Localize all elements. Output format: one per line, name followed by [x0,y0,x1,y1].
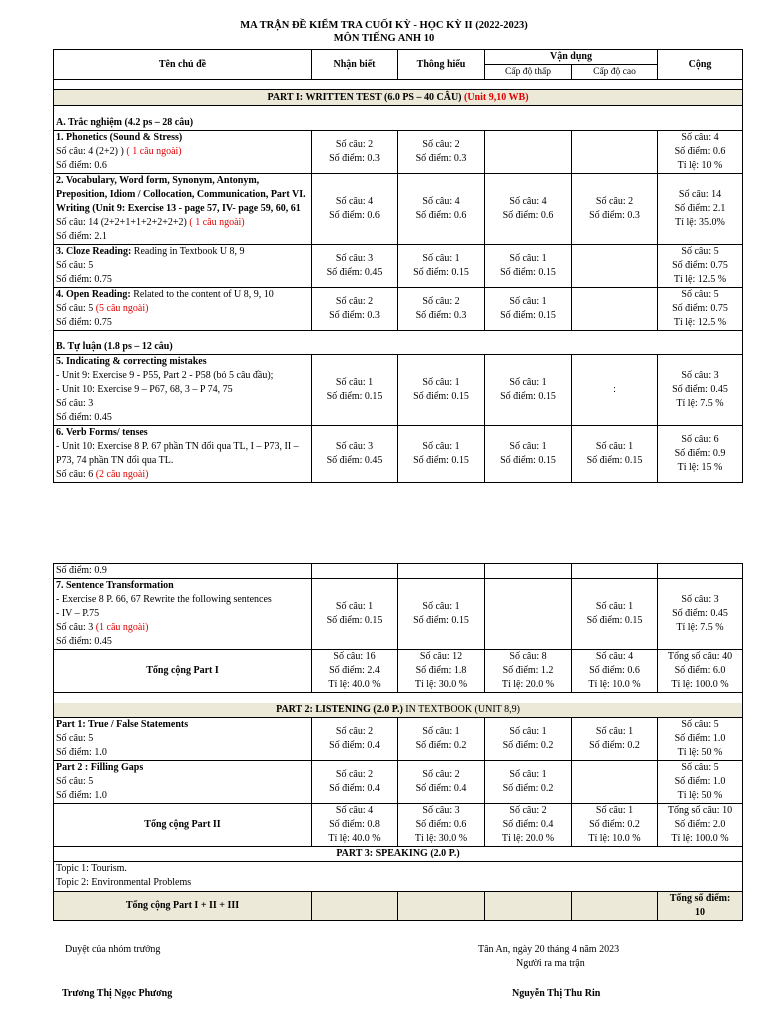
cell-value: Tỉ lệ: 20.0 % [501,679,555,690]
cell-value: Số điểm: 0.6 [502,209,554,221]
topic-line-text: Số câu: 4 (2+2) ) [56,145,127,157]
topic-2: Topic 2: Environmental Problems [54,876,743,891]
matrix-table-part1 [53,49,743,483]
topic-line [56,468,309,482]
cell-value: Số câu: 8 [509,651,547,662]
cell-value: Số câu: 16 [333,651,376,662]
cell-value: Số câu: 5 [681,245,719,257]
cell-value: Số câu: 3 [422,804,460,816]
cell-value: Số câu: 1 [509,295,547,307]
topic-1: Topic 1: Tourism. [54,861,743,876]
cell-value: Tỉ lệ: 10.0 % [588,679,641,690]
cell-value: Số câu: 1 [422,252,460,264]
cell-value: Tỉ lệ: 40.0 % [328,832,381,844]
cell-value: Số điểm: 0.6 [415,818,467,830]
topic-line [56,593,309,607]
approver-name: Trương Thị Ngọc Phương [62,988,173,999]
cell-value: Tỉ lệ: 7.5 % [676,622,724,633]
cell-value: Số điểm: 0.75 [672,302,728,314]
cell-value: Số câu: 4 [595,651,634,662]
topic-line: Số điểm: 1.0 [56,789,107,801]
topic-line [56,302,309,316]
cell-value: Tỉ lệ: 30.0 % [414,679,468,690]
topic-cell [54,579,312,650]
cell-value: Số câu: 2 [335,768,374,780]
topic-line [56,383,309,397]
cell-value: Tổng số câu: 40 [667,651,733,662]
cell-value: Số câu: 3 [681,594,719,605]
author-name: Nguyễn Thị Thu Rin [512,988,601,999]
cell-value: Số điểm: 0.15 [500,455,556,466]
table-row [54,426,743,483]
section-b-heading: B. Tự luận (1.8 ps – 12 câu) [54,340,743,355]
cell-value: Số điểm: 2.4 [329,665,380,676]
section-a-heading: A. Trắc nghiệm (4.2 ps – 28 câu) [54,116,743,131]
cell-value: Số điểm: 0.6 [415,209,467,221]
total-part2-row [54,803,743,846]
cell-value: Số điểm: 0.4 [415,782,467,794]
topic-line [56,369,309,383]
topic-desc: Reading in Textbook U 8, 9 [131,245,245,257]
cell-value: : [613,384,616,395]
cell-value: Số điểm: 0.15 [413,391,469,402]
topic-line-text: Số điểm: 0.45 [56,412,112,423]
row-7 [54,579,743,650]
topic-line-text: - Exercise 8 P. 66, 67 Rewrite the following sentences [56,594,272,605]
table-row [54,173,743,244]
topic-line-text: Số câu: 5 [56,302,96,314]
cell-value: Tỉ lệ: 10.0 % [588,832,641,844]
topic-line [56,621,309,635]
cell-value: Số điểm: 0.15 [586,455,643,466]
cell-value: Số câu: 1 [422,441,460,452]
cell-value: Số câu: 2 [422,295,460,307]
approver-role: Duyệt của nhóm trưởng [65,944,161,955]
topic-line [56,316,309,330]
topic-title: Part 1: True / False Statements [56,718,189,730]
cell-value: Số điểm: 0.2 [502,739,554,751]
table-row [54,760,743,803]
cell-value: Số điểm: 0.15 [586,615,643,626]
cell-value: Số điểm: 0.45 [326,266,383,278]
topic-cell [54,426,312,483]
cell-value: Số điểm: 0.45 [672,384,728,395]
table-row [54,287,743,330]
cell-value: Số câu: 1 [595,804,634,816]
cell-value: Số câu: 12 [419,651,463,662]
topic-line [56,216,309,230]
cell-value: Số câu: 4 [335,195,374,207]
cell-value: Số điểm: 0.8 [329,818,380,830]
topic-title: 5. Indicating & correcting mistakes [56,356,207,367]
cell-value: Số điểm: 0.3 [329,309,380,321]
topic-line [56,145,309,159]
cell-value: Tỉ lệ: 50 % [677,789,723,801]
col-application-header: Vận dụng [485,50,658,65]
cell-value: Tỉ lệ: 30.0 % [414,832,468,844]
cell-value: Số điểm: 1.0 [674,732,726,744]
cell-value: Tỉ lệ: 40.0 % [328,679,381,690]
topic-line-note: ( 1 câu ngoài) [126,145,182,157]
cell-value: Tỉ lệ: 50 % [677,746,723,758]
col-comprehension-header: Thông hiểu [398,50,485,80]
col-total-header: Cộng [658,50,743,80]
part3-heading: PART 3: SPEAKING (2.0 P.) [54,846,743,861]
cell-value: Số câu: 2 [422,768,460,780]
topic-line-text: - Unit 10: Exercise 9 – P67, 68, 3 – P 74, 75 [56,384,233,395]
sign-date: Tân An, ngày 20 tháng 4 năm 2023 [478,944,620,955]
topic-line [56,411,309,425]
cell-value: Số câu: 1 [595,441,634,452]
cell-value: Tổng số câu: 10 [667,804,733,816]
topic-line-note: (5 câu ngoài) [95,302,149,314]
total-row [54,650,743,693]
cell-value: Số điểm: 0.3 [589,209,640,221]
cell-value: Số điểm: 0.45 [672,608,728,619]
cell-value: Số câu: 3 [335,252,374,264]
cell-value: Số câu: 2 [335,138,374,150]
part2-heading-sub: IN TEXTBOOK (UNIT 8,9) [402,703,520,715]
grand-total-value: 10 [695,906,705,918]
topic-line-text: - Unit 9: Exercise 9 - P55, Part 2 - P58 (bỏ 5 câu đầu); [56,370,274,381]
topic-title: 7. Sentence Transformation [56,580,174,591]
grand-total-label: Tổng cộng Part I + II + III [54,891,312,920]
col-low-header: Cấp độ thấp [485,65,572,80]
cell-value: Số câu: 3 [335,441,374,452]
cell-value: Số câu: 14 [678,188,722,200]
topic-line-text: Số câu: 6 [56,469,96,480]
cell-value: Số câu: 3 [681,370,719,381]
cell-value: Số điểm: 0.2 [589,818,640,830]
cell-value: Số điểm: 2.0 [674,818,726,830]
topic-line [56,607,309,621]
cell-value: Số câu: 2 [422,138,460,150]
topic-line [56,440,309,468]
topic-line-text: Số câu: 3 [56,622,96,633]
total-row [54,803,743,846]
cell-value: Tỉ lệ: 35.0% [675,216,725,228]
part1-heading-text: PART I: WRITTEN TEST (6.0 PS – 40 CÂU) [267,91,464,103]
cell-value: Số câu: 1 [335,601,374,612]
author-role: Người ra ma trận [516,958,585,969]
cell-value: Số câu: 2 [595,195,634,207]
title-line-1: MA TRẬN ĐỀ KIỂM TRA CUỐI KỲ - HỌC KỲ II (2022-2023) [240,20,528,31]
cell-value: Số điểm: 0.4 [502,818,554,830]
cell-value: Số điểm: 6.0 [674,665,726,676]
cell-value: Số điểm: 0.15 [326,391,383,402]
cell-value: Số câu: 1 [509,441,547,452]
topic-line-text: Số câu: 3 [56,398,94,409]
cell-value: Số điểm: 0.15 [326,615,383,626]
cell-value: Số điểm: 0.3 [415,152,467,164]
cell-value: Số câu: 5 [681,761,719,773]
col-topic-header: Tên chủ đề [54,50,312,80]
topic-desc: Related to the content of U 8, 9, 10 [130,288,274,300]
cell-value: Số điểm: 0.2 [415,739,467,751]
topic-cell [54,173,312,244]
cell-value: Số câu: 1 [595,601,634,612]
cell-value: Số điểm: 0.15 [500,266,556,278]
topic-title: 4. Open Reading: [56,288,131,300]
cell-value: Tỉ lệ: 15 % [677,462,723,473]
table-row [54,717,743,760]
topic-title: 6. Verb Forms/ tenses [56,427,148,438]
section-b-rows [54,355,743,483]
title-line-2: MÔN TIẾNG ANH 10 [333,33,435,44]
cell-value: Số câu: 1 [595,725,634,737]
cell-value: Số điểm: 1.0 [674,775,726,787]
topic-line: Số câu: 5 [56,775,94,787]
topic-cell [54,244,312,287]
cell-value: Số câu: 1 [422,725,460,737]
part2-heading-text: PART 2: LISTENING (2.0 P.) [276,703,403,715]
topic-title: 1. Phonetics (Sound & Stress) [56,131,183,143]
cell-value: Số điểm: 0.15 [413,266,469,278]
carry-over-score: Số điểm: 0.9 [54,564,312,579]
topic-line-text: Số câu: 5 [56,259,94,271]
cell-value: Số điểm: 0.9 [674,448,726,459]
topic-line [56,273,309,287]
cell-value: Số điểm: 0.3 [329,152,380,164]
topic-line-text: - IV – P.75 [56,608,100,619]
cell-value: Số câu: 4 [422,195,460,207]
total-label: Tổng cộng Part II [54,803,312,846]
cell-value: Số câu: 4 [335,804,374,816]
total-part1-row [54,650,743,693]
cell-value: Số câu: 6 [681,434,719,445]
cell-value: Tỉ lệ: 100.0 % [671,832,729,844]
topic-line-text: Số điểm: 0.75 [56,273,112,285]
cell-value: Số điểm: 1.8 [415,665,467,676]
cell-value: Số câu: 1 [509,768,547,780]
part2-heading [54,703,743,718]
col-recognition-header: Nhận biết [312,50,398,80]
cell-value: Số câu: 1 [422,377,460,388]
topic-title: 3. Cloze Reading: [56,245,132,257]
cell-value: Số câu: 5 [681,288,719,300]
cell-value: Số câu: 1 [335,377,374,388]
topic-line-note: (1 câu ngoài) [95,622,149,633]
topic-line [56,259,309,273]
cell-value: Số câu: 2 [509,804,547,816]
topic-line-note: (2 câu ngoài) [95,469,149,480]
topic-title: 2. Vocabulary, Word form, Synonym, Antonym, Preposition, Idiom / Collocation, Communication, Part VI. Writing (Unit 9: Exercise 13 - page 57, IV- page 59, 60, 61 [56,174,306,214]
topic-title: Part 2 : Filling Gaps [56,761,144,773]
topic-line-text: Số điểm: 0.45 [56,636,112,647]
topic-cell [54,130,312,173]
cell-value: Số điểm: 0.6 [674,145,726,157]
cell-value: Số câu: 1 [509,377,547,388]
cell-value: Số điểm: 0.15 [413,455,469,466]
section-a-rows [54,130,743,330]
grand-total-cell [658,891,743,920]
topic-line: Số câu: 5 [56,732,94,744]
cell-value: Tỉ lệ: 12.5 % [673,316,727,328]
cell-value: Số câu: 1 [509,725,547,737]
grand-total-title: Tổng số điểm: [669,892,731,904]
topic-line: Số điểm: 1.0 [56,746,107,758]
col-high-header: Cấp độ cao [572,65,658,80]
topic-line-text: Số câu: 14 (2+2+1+1+2+2+2+2) [56,216,190,228]
topic-line-note: ( 1 câu ngoài) [189,216,245,228]
cell-value: Tỉ lệ: 100.0 % [671,679,729,690]
cell-value: Số câu: 2 [335,725,374,737]
topic-cell [54,287,312,330]
cell-value: Số điểm: 2.1 [674,202,726,214]
cell-value: Số điểm: 0.4 [329,782,380,794]
topic-line [56,230,309,244]
cell-value: Tỉ lệ: 7.5 % [676,398,724,409]
part1-heading-unit: (Unit 9,10 WB) [464,91,529,103]
cell-value: Số điểm: 0.75 [672,259,728,271]
topic-line-text: Số điểm: 2.1 [56,230,107,242]
table-row [54,579,743,650]
cell-value: Số điểm: 0.15 [500,309,556,321]
topic-cell [54,355,312,426]
topic-line [56,159,309,173]
cell-value: Số câu: 1 [509,252,547,264]
cell-value: Số điểm: 0.3 [415,309,467,321]
cell-value: Tỉ lệ: 20.0 % [501,832,555,844]
topic-line-text: Số điểm: 0.6 [56,159,107,171]
cell-value: Số điểm: 0.6 [329,209,380,221]
part2-rows [54,717,743,803]
cell-value: Số điểm: 0.2 [502,782,554,794]
table-row [54,244,743,287]
part1-heading [54,90,743,106]
cell-value: Số điểm: 1.2 [502,665,554,676]
cell-value: Số điểm: 0.2 [589,739,640,751]
table-row [54,130,743,173]
topic-cell [54,717,312,760]
matrix-table-part2 [53,563,743,921]
cell-value: Số câu: 4 [681,131,719,143]
topic-line-text: Số điểm: 0.75 [56,316,112,328]
cell-value: Số câu: 1 [422,601,460,612]
topic-line-text: - Unit 10: Exercise 8 P. 67 phần TN đổi qua TL, I – P73, II – P73, 74 phần TN đổi qua TL. [56,441,299,466]
cell-value: Số điểm: 0.6 [589,665,640,676]
cell-value: Số câu: 4 [509,195,547,207]
topic-line [56,635,309,649]
cell-value: Số điểm: 0.15 [413,615,469,626]
cell-value: Số điểm: 0.4 [329,739,380,751]
table-row [54,355,743,426]
cell-value: Tỉ lệ: 10 % [677,159,723,171]
cell-value: Tỉ lệ: 12.5 % [673,273,727,285]
topic-line [56,397,309,411]
total-label: Tổng cộng Part I [54,650,312,693]
cell-value: Số câu: 5 [681,718,719,730]
cell-value: Số điểm: 0.15 [500,391,556,402]
topic-cell [54,760,312,803]
cell-value: Số câu: 2 [335,295,374,307]
cell-value: Số điểm: 0.45 [326,455,383,466]
